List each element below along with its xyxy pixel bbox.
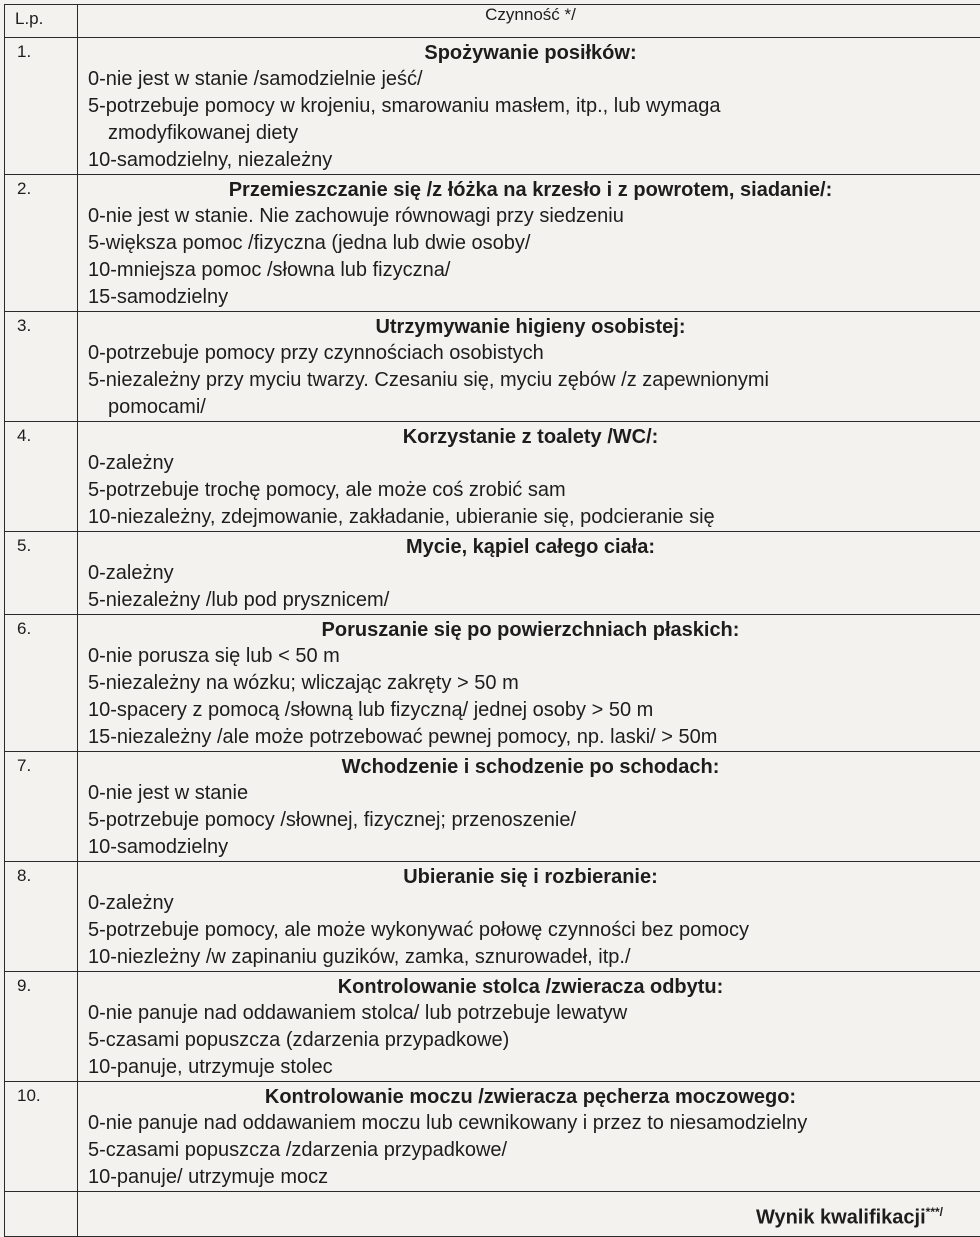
score-option: 0-zależny	[78, 890, 980, 917]
score-option: 10-panuje, utrzymuje stolec	[78, 1054, 980, 1081]
header-row	[5, 5, 980, 38]
activity-title: Kontrolowanie moczu /zwieracza pęcherza moczowego:	[78, 1084, 980, 1110]
score-option: 0-potrzebuje pomocy przy czynnościach osobistych	[78, 340, 980, 367]
table-row	[5, 862, 980, 972]
score-option: 10-niezależny, zdejmowanie, zakładanie, ubieranie się, podcieranie się	[78, 504, 980, 531]
activity-cell	[78, 532, 980, 615]
score-option: pomocami/	[78, 394, 980, 421]
activity-title: Spożywanie posiłków:	[78, 40, 980, 66]
score-option: 5-niezależny przy myciu twarzy. Czesaniu się, myciu zębów /z zapewnionymi	[78, 367, 980, 394]
score-option: 10-samodzielny, niezależny	[78, 147, 980, 174]
table-row	[5, 532, 980, 615]
activity-title: Kontrolowanie stolca /zwieracza odbytu:	[78, 974, 980, 1000]
score-option: 5-potrzebuje trochę pomocy, ale może coś zrobić sam	[78, 477, 980, 504]
activity-cell	[78, 752, 980, 862]
result-row	[5, 1192, 980, 1237]
row-number: 8.	[5, 862, 78, 972]
row-number: 9.	[5, 972, 78, 1082]
score-option: 10-niezleżny /w zapinaniu guzików, zamka, sznurowadeł, itp./	[78, 944, 980, 971]
table-row	[5, 38, 980, 175]
score-option: 5-potrzebuje pomocy /słownej, fizycznej; przenoszenie/	[78, 807, 980, 834]
activity-title: Utrzymywanie higieny osobistej:	[78, 314, 980, 340]
result-mark: ***/	[926, 1205, 943, 1219]
score-option: 0-zależny	[78, 450, 980, 477]
activity-cell	[78, 175, 980, 312]
row-number: 4.	[5, 422, 78, 532]
activity-title: Ubieranie się i rozbieranie:	[78, 864, 980, 890]
score-option: 0-nie porusza się lub < 50 m	[78, 643, 980, 670]
score-option: 0-nie jest w stanie /samodzielnie jeść/	[78, 66, 980, 93]
score-option: 0-zależny	[78, 560, 980, 587]
score-option: 10-spacery z pomocą /słowną lub fizyczną/ jednej osoby > 50 m	[78, 697, 980, 724]
activity-title: Poruszanie się po powierzchniach płaskich:	[78, 617, 980, 643]
activity-cell	[78, 422, 980, 532]
row-number: 6.	[5, 615, 78, 752]
table-row	[5, 175, 980, 312]
result-cell	[78, 1192, 980, 1237]
score-option: 15-niezależny /ale może potrzebować pewnej pomocy, np. laski/ > 50m	[78, 724, 980, 751]
score-option: 10-panuje/ utrzymuje mocz	[78, 1164, 980, 1191]
score-option: 5-czasami popuszcza /zdarzenia przypadkowe/	[78, 1137, 980, 1164]
table-row	[5, 312, 980, 422]
activity-title: Przemieszczanie się /z łóżka na krzesło i z powrotem, siadanie/:	[78, 177, 980, 203]
lp-header: L.p.	[5, 5, 78, 38]
activity-title: Korzystanie z toalety /WC/:	[78, 424, 980, 450]
table-row	[5, 752, 980, 862]
score-option: 5-potrzebuje pomocy w krojeniu, smarowaniu masłem, itp., lub wymaga	[78, 93, 980, 120]
table-row	[5, 1082, 980, 1192]
activity-header: Czynność */	[78, 5, 980, 38]
score-option: 5-czasami popuszcza (zdarzenia przypadkowe)	[78, 1027, 980, 1054]
barthel-scale-table	[4, 4, 980, 1237]
row-number: 2.	[5, 175, 78, 312]
activity-cell	[78, 972, 980, 1082]
activity-title: Wchodzenie i schodzenie po schodach:	[78, 754, 980, 780]
score-option: 10-samodzielny	[78, 834, 980, 861]
activity-cell	[78, 38, 980, 175]
table-row	[5, 615, 980, 752]
row-number: 5.	[5, 532, 78, 615]
score-option: 10-mniejsza pomoc /słowna lub fizyczna/	[78, 257, 980, 284]
score-option: 0-nie jest w stanie	[78, 780, 980, 807]
row-number: 7.	[5, 752, 78, 862]
result-empty-cell	[5, 1192, 78, 1237]
table-row	[5, 972, 980, 1082]
row-number: 10.	[5, 1082, 78, 1192]
score-option: 5-potrzebuje pomocy, ale może wykonywać połowę czynności bez pomocy	[78, 917, 980, 944]
score-option: 0-nie panuje nad oddawaniem stolca/ lub potrzebuje lewatyw	[78, 1000, 980, 1027]
score-option: 0-nie panuje nad oddawaniem moczu lub cewnikowany i przez to niesamodzielny	[78, 1110, 980, 1137]
score-option: 15-samodzielny	[78, 284, 980, 311]
table-row	[5, 422, 980, 532]
score-option: 5-niezależny na wózku; wliczając zakręty > 50 m	[78, 670, 980, 697]
row-number: 1.	[5, 38, 78, 175]
activity-cell	[78, 312, 980, 422]
result-label: Wynik kwalifikacji	[756, 1207, 926, 1229]
activity-title: Mycie, kąpiel całego ciała:	[78, 534, 980, 560]
activity-cell	[78, 615, 980, 752]
row-number: 3.	[5, 312, 78, 422]
score-option: zmodyfikowanej diety	[78, 120, 980, 147]
activity-cell	[78, 1082, 980, 1192]
score-option: 5-niezależny /lub pod prysznicem/	[78, 587, 980, 614]
score-option: 5-większa pomoc /fizyczna (jedna lub dwie osoby/	[78, 230, 980, 257]
score-option: 0-nie jest w stanie. Nie zachowuje równowagi przy siedzeniu	[78, 203, 980, 230]
activity-cell	[78, 862, 980, 972]
